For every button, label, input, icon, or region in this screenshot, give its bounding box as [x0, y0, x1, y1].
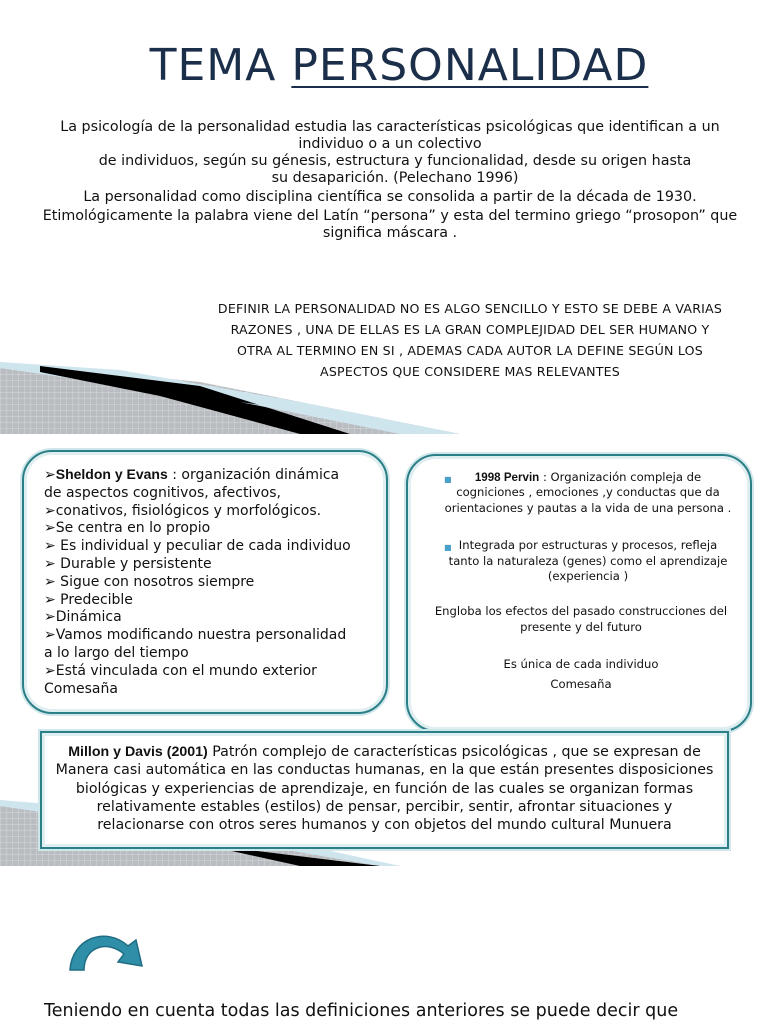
bottom-line-1-text: Patrón complejo de características psicológicas , que se expresan de	[207, 744, 701, 760]
pervin-box	[406, 454, 752, 732]
intro-text	[40, 119, 740, 242]
left-line-1-text: : organización dinámica	[167, 467, 340, 483]
bottom-line-1	[50, 743, 719, 761]
left-line-4: ➢Se centra en lo propio	[44, 520, 211, 537]
intro-line-3: La personalidad como disciplina científica se consolida a partir de la década de 1930.	[83, 189, 697, 205]
pervin-p4: Es única de cada individuo	[503, 657, 659, 672]
left-line-9: ➢Dinámica	[44, 609, 122, 626]
pervin-p3: Engloba los efectos del pasado construcciones del presente y del futuro	[434, 604, 728, 634]
pervin-p2: Integrada por estructuras y procesos, refleja tanto la naturaleza (genes) como el aprendizaje (experiencia )	[448, 538, 728, 584]
left-line-8: ➢ Predecible	[44, 591, 133, 608]
pervin-item-1	[430, 470, 732, 516]
left-line-11: a lo largo del tiempo	[44, 644, 189, 661]
pervin-item-1-text	[430, 470, 732, 516]
pervin-item-2	[430, 538, 732, 584]
left-line-12: ➢Está vinculada con el mundo exterior	[44, 662, 317, 679]
left-line-5: ➢ Es individual y peculiar de cada individuo	[44, 538, 351, 555]
bottom-line-2: Manera casi automática en las conductas humanas, en la que están presentes disposiciones	[55, 762, 714, 779]
intro-line-4: Etimológicamente la palabra viene del Latín “persona” y esta del termino griego “prosopon” que significa máscara .	[42, 208, 738, 241]
conclusion-text: Teniendo en cuenta todas las definiciones anteriores se puede decir que	[44, 1001, 679, 1021]
bullet-icon: ■	[444, 543, 452, 553]
sheldon-evans-box	[22, 450, 388, 714]
bottom-line-4: relativamente estables (estilos) de pensar, percibir, sentir, afrontar situaciones y	[96, 798, 673, 815]
decorative-band-top	[0, 362, 768, 434]
pervin-p1: : Organización compleja de cogniciones , emociones ,y conductas que da orientaciones y pautas a la vida de una persona .	[444, 470, 732, 515]
left-line-13: Comesaña	[44, 680, 118, 697]
left-line-6: ➢ Durable y persistente	[44, 555, 212, 572]
left-line-7: ➢ Sigue con nosotros siempre	[44, 573, 255, 590]
definir-line-2: RAZONES , UNA DE ELLAS ES LA GRAN COMPLEJIDAD DEL SER HUMANO Y	[230, 322, 710, 337]
left-line-2: de aspectos cognitivos, afectivos,	[44, 484, 281, 501]
curved-arrow-icon	[66, 924, 152, 972]
bottom-line-5: relacionarse con otros seres humanos y con objetos del mundo cultural Munuera	[97, 817, 672, 834]
title-word-tema: TEMA	[149, 40, 277, 91]
bullet-icon: ■	[444, 475, 452, 484]
pervin-p5: Comesaña	[550, 676, 612, 691]
page-title	[0, 40, 768, 91]
sheldon-evans-author: Sheldon y Evans	[55, 466, 168, 482]
pervin-author: 1998 Pervin	[474, 471, 540, 484]
title-word-personalidad: PERSONALIDAD	[291, 40, 649, 91]
millon-davis-author: Millon y Davis (2001)	[68, 744, 208, 760]
intro-line-1: La psicología de la personalidad estudia las características psicológicas que identifican a un individuo o a un colectivo	[60, 119, 720, 152]
intro-line-2: de individuos, según su génesis, estructura y funcionalidad, desde su origen hasta su desaparición. (Pelechano 1996)	[98, 153, 692, 186]
left-line-1: ➢Sheldon y Evans : organización dinámica	[44, 466, 340, 483]
definir-line-3: OTRA AL TERMINO EN SI , ADEMAS CADA AUTOR LA DEFINE SEGÚN LOS	[237, 343, 703, 358]
left-line-10: ➢Vamos modificando nuestra personalidad	[44, 627, 347, 644]
bottom-line-3: biológicas y experiencias de aprendizaje, en función de las cuales se organizan formas	[75, 780, 694, 797]
left-line-3: ➢conativos, fisiológicos y morfológicos.	[44, 502, 322, 519]
definir-line-4: ASPECTOS QUE CONSIDERE MAS RELEVANTES	[320, 364, 620, 379]
definir-line-1: DEFINIR LA PERSONALIDAD NO ES ALGO SENCILLO Y ESTO SE DEBE A VARIAS	[217, 301, 723, 316]
millon-davis-box	[40, 731, 729, 849]
